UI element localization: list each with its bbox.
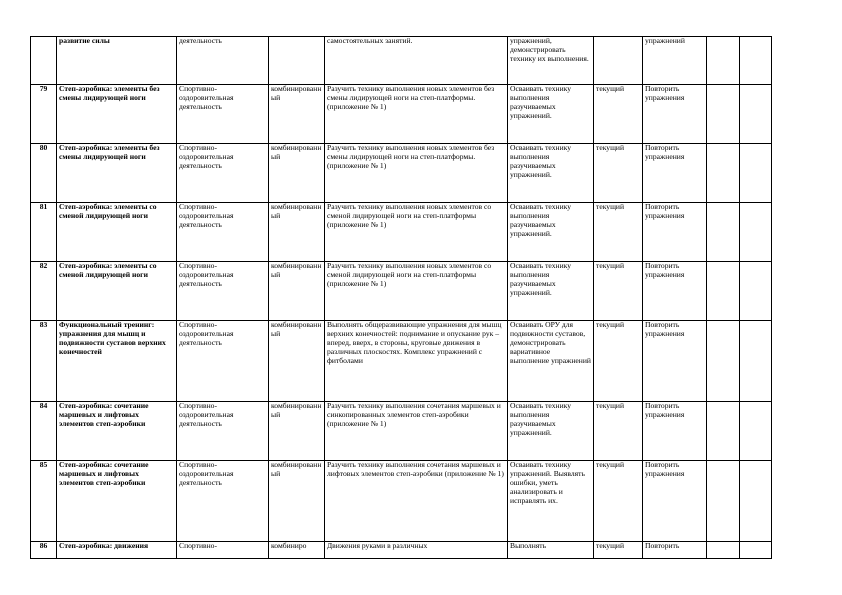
control-type: текущий xyxy=(594,85,643,144)
extra-cell-2 xyxy=(740,262,772,321)
lesson-type: комбинированный xyxy=(269,461,325,542)
student-skills: упражнений, демонстрировать технику их выполнения. xyxy=(508,37,594,85)
row-number: 80 xyxy=(31,144,57,203)
lesson-type: комбинированный xyxy=(269,203,325,262)
row-number: 86 xyxy=(31,542,57,559)
homework: Повторить упражнения xyxy=(643,321,707,402)
student-skills: Выполнять xyxy=(508,542,594,559)
extra-cell-2 xyxy=(740,461,772,542)
lesson-topic: развитие силы xyxy=(57,37,177,85)
lesson-type xyxy=(269,37,325,85)
table-row xyxy=(31,321,772,402)
homework: упражнений xyxy=(643,37,707,85)
activity-type: Спортивно-оздоровительная деятельность xyxy=(177,402,269,461)
lesson-topic: Степ-аэробика: элементы со сменой лидирующей ноги xyxy=(57,203,177,262)
row-number: 82 xyxy=(31,262,57,321)
row-number: 83 xyxy=(31,321,57,402)
extra-cell-2 xyxy=(740,321,772,402)
activity-type: Спортивно-оздоровительная деятельность xyxy=(177,203,269,262)
student-skills: Осваивать технику выполнения разучиваемых упражнений. xyxy=(508,144,594,203)
homework: Повторить упражнения xyxy=(643,461,707,542)
activity-type: Спортивно-оздоровительная деятельность xyxy=(177,144,269,203)
extra-cell-1 xyxy=(707,37,740,85)
homework: Повторить xyxy=(643,542,707,559)
table-row xyxy=(31,262,772,321)
student-skills: Осваивать технику выполнения разучиваемых упражнений. xyxy=(508,203,594,262)
extra-cell-1 xyxy=(707,203,740,262)
lesson-content: самостоятельных занятий. xyxy=(325,37,508,85)
row-number: 84 xyxy=(31,402,57,461)
lesson-topic: Степ-аэробика: движения xyxy=(57,542,177,559)
table-row xyxy=(31,542,772,559)
table-row xyxy=(31,144,772,203)
lesson-topic: Степ-аэробика: элементы без смены лидирующей ноги xyxy=(57,144,177,203)
activity-type: деятельность xyxy=(177,37,269,85)
student-skills: Осваивать ОРУ для подвижности суставов, демонстрировать вариативное выполнение упражнений xyxy=(508,321,594,402)
lesson-content: Разучить технику выполнения новых элементов со сменой лидирующей ноги на степ-платформы (приложение № 1) xyxy=(325,262,508,321)
homework: Повторить упражнения xyxy=(643,144,707,203)
extra-cell-2 xyxy=(740,144,772,203)
table-row xyxy=(31,85,772,144)
lesson-type: комбинированный xyxy=(269,402,325,461)
extra-cell-1 xyxy=(707,144,740,203)
homework: Повторить упражнения xyxy=(643,402,707,461)
lesson-topic: Функциональный тренинг: упражнения для мышц и подвижности суставов верхних конечностей xyxy=(57,321,177,402)
row-number xyxy=(31,37,57,85)
lesson-topic: Степ-аэробика: элементы без смены лидирующей ноги xyxy=(57,85,177,144)
homework: Повторить упражнения xyxy=(643,85,707,144)
activity-type: Спортивно-оздоровительная деятельность xyxy=(177,321,269,402)
lesson-topic: Степ-аэробика: сочетание маршевых и лифтовых элементов степ-аэробики xyxy=(57,402,177,461)
extra-cell-2 xyxy=(740,85,772,144)
activity-type: Спортивно-оздоровительная деятельность xyxy=(177,461,269,542)
homework: Повторить упражнения xyxy=(643,262,707,321)
activity-type: Спортивно- xyxy=(177,542,269,559)
lesson-content: Разучить технику выполнения новых элементов без смены лидирующей ноги на степ-платформы. (приложение № 1) xyxy=(325,144,508,203)
table-row xyxy=(31,461,772,542)
row-number: 85 xyxy=(31,461,57,542)
student-skills: Осваивать технику выполнения разучиваемых упражнений. xyxy=(508,402,594,461)
table-row xyxy=(31,402,772,461)
lesson-content: Разучить технику выполнения сочетания маршевых и лифтовых элементов степ-аэробики (приложение № 1) xyxy=(325,461,508,542)
lesson-content: Движения руками в различных xyxy=(325,542,508,559)
extra-cell-1 xyxy=(707,85,740,144)
lesson-content: Разучить технику выполнения новых элементов без смены лидирующей ноги на степ-платформы. (приложение № 1) xyxy=(325,85,508,144)
lesson-content: Выполнять общеразвивающие упражнения для мышц верхних конечностей: поднимание и опускание рук – вперед, вверх, в стороны, круговые движения в различных плоскостях. Комплекс упражнений с фитболами xyxy=(325,321,508,402)
lesson-content: Разучить технику выполнения новых элементов со сменой лидирующей ноги на степ-платформы (приложение № 1) xyxy=(325,203,508,262)
control-type: текущий xyxy=(594,402,643,461)
extra-cell-1 xyxy=(707,321,740,402)
control-type: текущий xyxy=(594,321,643,402)
extra-cell-2 xyxy=(740,203,772,262)
activity-type: Спортивно-оздоровительная деятельность xyxy=(177,85,269,144)
extra-cell-1 xyxy=(707,402,740,461)
control-type: текущий xyxy=(594,542,643,559)
student-skills: Осваивать технику выполнения разучиваемых упражнений. xyxy=(508,85,594,144)
extra-cell-1 xyxy=(707,542,740,559)
extra-cell-2 xyxy=(740,37,772,85)
lesson-type: комбинированный xyxy=(269,144,325,203)
row-number: 79 xyxy=(31,85,57,144)
control-type: текущий xyxy=(594,262,643,321)
extra-cell-2 xyxy=(740,542,772,559)
table-row xyxy=(31,203,772,262)
student-skills: Осваивать технику выполнения разучиваемых упражнений. xyxy=(508,262,594,321)
activity-type: Спортивно-оздоровительная деятельность xyxy=(177,262,269,321)
student-skills: Осваивать технику упражнений. Выявлять ошибки, уметь анализировать и исправлять их. xyxy=(508,461,594,542)
lesson-type: комбинированный xyxy=(269,85,325,144)
control-type: текущий xyxy=(594,144,643,203)
lesson-type: комбинированный xyxy=(269,321,325,402)
control-type xyxy=(594,37,643,85)
extra-cell-1 xyxy=(707,461,740,542)
row-number: 81 xyxy=(31,203,57,262)
lesson-topic: Степ-аэробика: элементы со сменой лидирующей ноги xyxy=(57,262,177,321)
table-row xyxy=(31,37,772,85)
lesson-topic: Степ-аэробика: сочетание маршевых и лифтовых элементов степ-аэробики xyxy=(57,461,177,542)
control-type: текущий xyxy=(594,203,643,262)
lesson-plan-table xyxy=(30,36,772,559)
lesson-type: комбинированный xyxy=(269,262,325,321)
lesson-content: Разучить технику выполнения сочетания маршевых и синкопированных элементов степ-аэробики (приложение № 1) xyxy=(325,402,508,461)
homework: Повторить упражнения xyxy=(643,203,707,262)
extra-cell-1 xyxy=(707,262,740,321)
control-type: текущий xyxy=(594,461,643,542)
lesson-type: комбиниро xyxy=(269,542,325,559)
extra-cell-2 xyxy=(740,402,772,461)
